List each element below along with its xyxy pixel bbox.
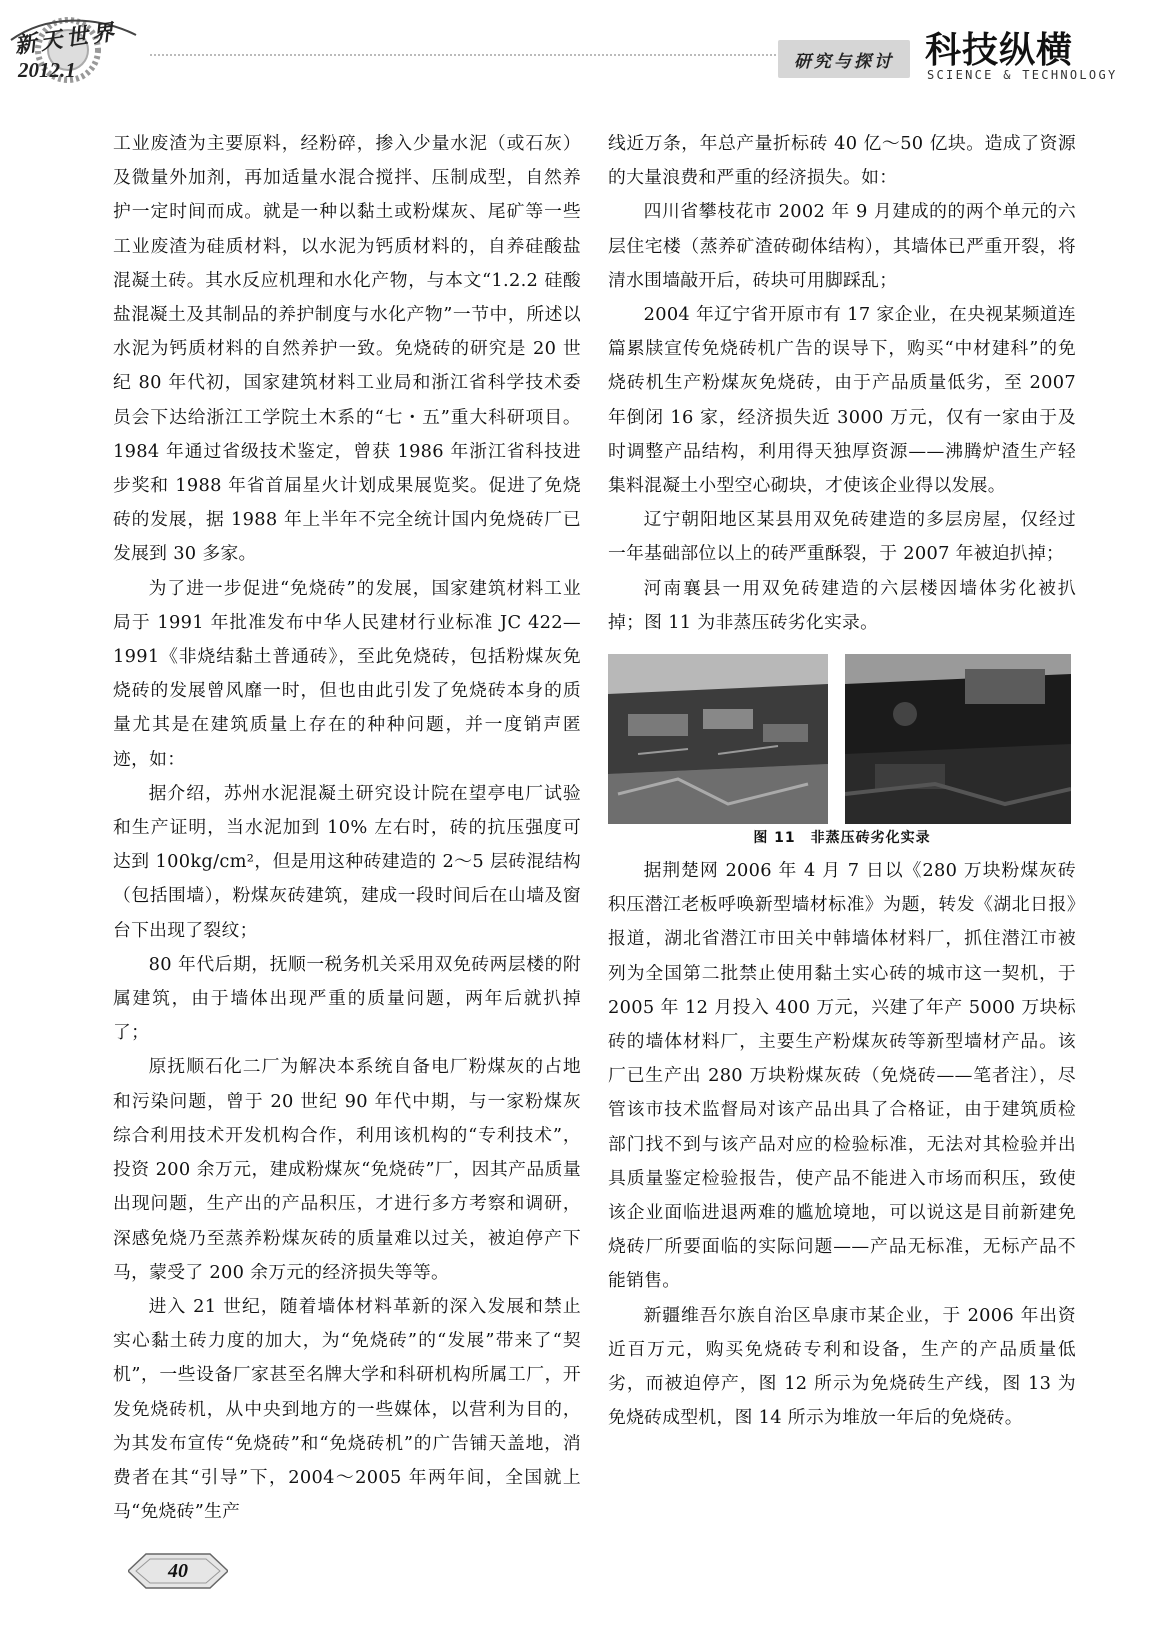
paragraph: 进入 21 世纪，随着墙体材料革新的深入发展和禁止实心黏土砖力度的加大，为“免烧砖”的“发展”带来了“契机”，一些设备厂家甚至名牌大学和科研机构所属工厂，开发免烧砖机，从中央到地方的一些媒体，以营利为目的，为其发布宣传“免烧砖”和“免烧砖机”的广告铺天盖地，消费者在其“引导”下，2004～2005 年两年间，全国就上马“免烧砖”生产 [113,1295,581,1523]
paragraph: 工业废渣为主要原料，经粉碎，掺入少量水泥（或石灰）及微量外加剂，再加适量水混合搅拌、压制成型，自然养护一定时间而成。就是一种以黏土或粉煤灰、尾矿等一些工业废渣为硅质材料，以水泥为钙质材料的，自养硅酸盐混凝土砖。其水反应机理和水化产物，与本文“1.2.2 硅酸盐混凝土及其制品的养护制度与水化产物”一节中，所述以水泥为钙质材料的自然养护一致。免烧砖的研究是 20 世纪 80 年代初，国家建筑材料工业局和浙江省科学技术委员会下达给浙江工学院土木系的“七・五”重大科研项目。1984 年通过省级技术鉴定，曾获 1986 年浙江省科技进步奖和 1988 年省首届星火计划成果展览奖。促进了免烧砖的发展，据 1988 年上半年不完全统计国内免烧砖厂已发展到 30 多家。 [113,133,581,565]
paragraph: 据荆楚网 2006 年 4 月 7 日以《280 万块粉煤灰砖积压潜江老板呼唤新型墙材标准》为题，转发《湖北日报》报道，湖北省潜江市田关中韩墙体材料厂，抓住潜江市被列为全国第二批禁止使用黏土实心砖的城市这一契机，于 2005 年 12 月投入 400 万元，兴建了年产 5000 万块标砖的墙体材料厂，主要生产粉煤灰砖等新型墙材产品。该厂已生产出 280 万块粉煤灰砖（免烧砖——笔者注），尽管该市技术监督局对该产品出具了合格证，由于建筑质检部门找不到与该产品对应的检验标准，无法对其检验并出具质量鉴定检验报告，使产品不能进入市场而积压，致使该企业面临进退两难的尴尬境地，可以说这是目前新建免烧砖厂所要面临的实际问题——产品无标准，无标产品不能销售。 [608,860,1076,1292]
paragraph: 河南襄县一用双免砖建造的六层楼因墙体劣化被扒掉；图 11 为非蒸压砖劣化实录。 [608,577,1076,633]
paragraph: 四川省攀枝花市 2002 年 9 月建成的的两个单元的六层住宅楼（蒸养矿渣砖砌体结构），其墙体已严重开裂，将清水围墙敲开后，砖块可用脚踩乱； [608,201,1076,291]
paragraph: 80 年代后期，抚顺一税务机关采用双免砖两层楼的附属建筑，由于墙体出现严重的质量问题，两年后就扒掉了； [113,953,581,1044]
logo-text: 新天世界 [12,18,120,60]
header-divider [150,54,780,56]
paragraph: 辽宁朝阳地区某县用双免砖建造的多层房屋，仅经过一年基础部位以上的砖严重酥裂，于 2007 年被迫扒掉； [608,509,1076,565]
issue-number: 2012.1 [18,58,76,82]
paragraph: 新疆维吾尔族自治区阜康市某企业，于 2006 年出资近百万元，购买免烧砖专利和设备，生产的产品质量低劣，而被迫停产，图 12 所示为免烧砖生产线，图 13 为免烧砖成型机，图 14 所示为堆放一年后的免烧砖。 [608,1304,1076,1429]
page-number: 40 [168,1560,188,1582]
section-title: 科技纵横 [925,30,1074,71]
right-column [608,127,1076,1436]
figure-photo-right [845,654,1071,824]
paragraph: 2004 年辽宁省开原市有 17 家企业，在央视某频道连篇累牍宣传免烧砖机广告的误导下，购买“中材建科”的免烧砖机生产粉煤灰免烧砖，由于产品质量低劣，至 2007 年倒闭 16 家，经济损失近 3000 万元，仅有一家由于及时调整产品结构，利用得天独厚资源——沸腾炉渣生产轻集料混凝土小型空心砌块，才使该企业得以发展。 [608,304,1076,497]
figure-photo-left [608,654,828,824]
paragraph: 原抚顺石化二厂为解决本系统自备电厂粉煤灰的占地和污染问题，曾于 20 世纪 90 年代中期，与一家粉煤灰综合利用技术开发机构合作，利用该机构的“专利技术”，投资 200 余万元，建成粉煤灰“免烧砖”厂，因其产品质量出现问题，生产出的产品积压，才进行多方考察和调研，深感免烧乃至蒸养粉煤灰砖的质量难以过关，被迫停产下马，蒙受了 200 余万元的经济损失等等。 [113,1056,581,1283]
paragraph: 线近万条，年总产量折标砖 40 亿～50 亿块。造成了资源的大量浪费和严重的经济损失。如： [608,133,1076,189]
figure-11 [608,654,1076,854]
section-subtitle: SCIENCE & TECHNOLOGY [927,68,1118,82]
section-tag: 研究与探讨 [778,40,910,78]
paragraph: 据介绍，苏州水泥混凝土研究设计院在望亭电厂试验和生产证明，当水泥加到 10% 左右时，砖的抗压强度可达到 100kg/cm²，但是用这种砖建造的 2～5 层砖混结构（包括围墙），粉煤灰砖建筑，建成一段时间后在山墙及窗台下出现了裂纹； [113,782,581,941]
paragraph: 为了进一步促进“免烧砖”的发展，国家建筑材料工业局于 1991 年批准发布中华人民建材行业标准 JC 422—1991《非烧结黏土普通砖》，至此免烧砖，包括粉煤灰免烧砖的发展曾风靡一时，但也由此引发了免烧砖本身的质量尤其是在建筑质量上存在的种种问题，并一度销声匿迹，如： [113,577,581,770]
left-column [113,127,581,1529]
figure-caption: 图 11 非蒸压砖劣化实录 [753,830,931,847]
